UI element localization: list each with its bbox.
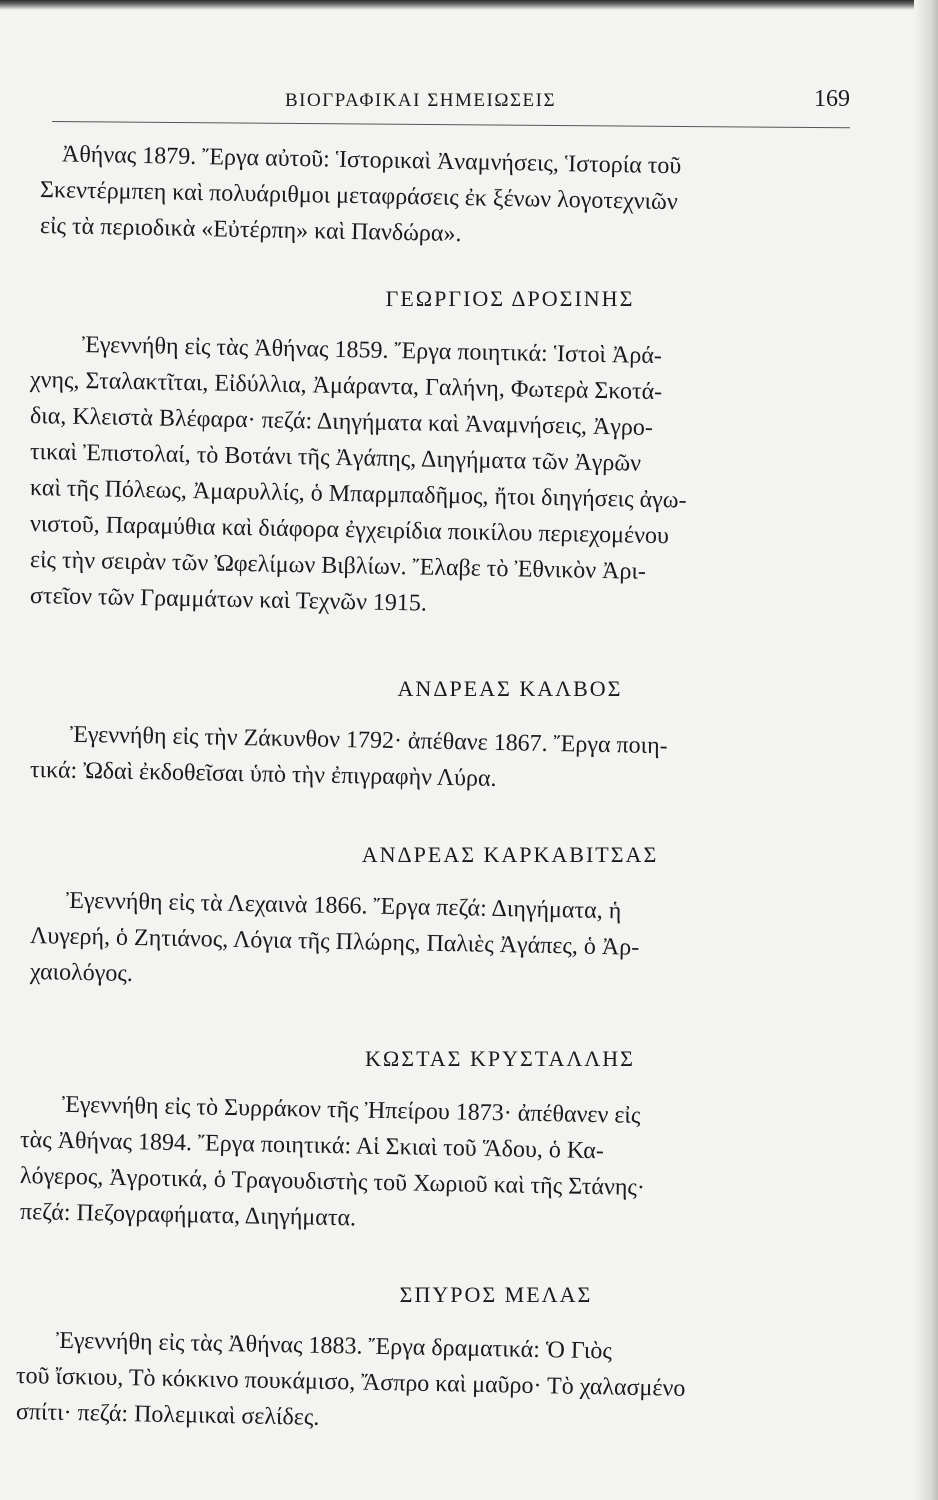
entry-krystallis	[20, 1046, 938, 1230]
text-line: Ἀθήνας 1879. Ἔργα αὐτοῦ: Ἱστορικαὶ Ἀναμνήσεις, Ἱστορία τοῦ	[61, 141, 682, 180]
text-line: νιστοῦ, Παραμύθια καὶ διάφορα ἐγχειρίδια ποικίλου περιεχομένου	[29, 511, 670, 550]
entry-karkavitsas	[30, 842, 938, 990]
entry-melas	[16, 1282, 938, 1430]
text-line: χνης, Σταλακτῖται, Εἰδύλλια, Ἀμάραντα, Γαλήνη, Φωτερὰ Σκοτά-	[29, 367, 663, 406]
entry-heading: ΑΝΔΡΕΑΣ ΚΑΛΒΟΣ	[397, 676, 623, 701]
text-line: Λυγερή, ὁ Ζητιάνος, Λόγια τῆς Πλώρης, Παλιὲς Ἀγάπες, ὁ Ἀρ-	[29, 923, 640, 961]
page-header	[60, 86, 850, 126]
text-line: δια, Κλειστὰ Βλέφαρα· πεζά: Διηγήματα καὶ Ἀναμνήσεις, Ἀγρο-	[29, 403, 654, 441]
entry-heading: ΓΕΩΡΓΙΟΣ ΔΡΟΣΙΝΗΣ	[385, 286, 635, 311]
text-line: Ἐγεννήθη εἰς τὴν Ζάκυνθον 1792· ἀπέθανε 1867. Ἔργα ποιη-	[69, 721, 668, 760]
text-line: τοῦ ἴσκιου, Τὸ κόκκινο πουκάμισο, Ἄσπρο καὶ μαῦρο· Τὸ χαλασμένο	[15, 1363, 686, 1402]
text-line: Ἐγεννήθη εἰς τὰς Ἀθήνας 1859. Ἔργα ποιητικά: Ἱστοὶ Ἀρά-	[81, 332, 663, 370]
entry-heading: ΣΠΥΡΟΣ ΜΕΛΑΣ	[399, 1282, 593, 1307]
text-line: λόγερος, Ἀγροτικά, ὁ Τραγουδιστὴς τοῦ Χωριοῦ καὶ τῆς Στάνης·	[19, 1163, 646, 1201]
text-line: καὶ τῆς Πόλεως, Ἀμαρυλλίς, ὁ Μπαρμπαδῆμος, ἤτοι διηγήσεις ἀγω-	[29, 475, 687, 514]
entry-kalvos	[29, 676, 938, 792]
text-line: Ἐγεννήθη εἰς τὰς Ἀθήνας 1883. Ἔργα δραματικά: Ὁ Γιὸς	[55, 1327, 613, 1365]
intro-paragraph	[39, 136, 938, 248]
text-line: τικά: Ὠδαὶ ἐκδοθεῖσαι ὑπὸ τὴν ἐπιγραφὴν Λύρα.	[29, 757, 497, 792]
text-line: Ἐγεννήθη εἰς τὸ Συρράκον τῆς Ἠπείρου 1873· ἀπέθανεν εἰς	[61, 1091, 641, 1129]
text-line: τικαὶ Ἐπιστολαί, τὸ Βοτάνι τῆς Ἀγάπης, Διηγήματα τῶν Ἀγρῶν	[29, 439, 642, 477]
entry-heading: ΚΩΣΤΑΣ ΚΡΥΣΤΑΛΛΗΣ	[365, 1046, 635, 1071]
text-line: πεζά: Πεζογραφήματα, Διηγήματα.	[19, 1199, 357, 1232]
text-line: εἰς τὰ περιοδικὰ «Εὐτέρπη» καὶ Πανδώρα».	[39, 213, 462, 248]
text-line: Ἐγεννήθη εἰς τὰ Λεχαινὰ 1866. Ἔργα πεζά: Διηγήματα, ἡ	[65, 887, 622, 925]
entry-drosinis	[29, 286, 938, 617]
text-line: σπίτι· πεζά: Πολεμικαὶ σελίδες.	[15, 1399, 320, 1431]
text-line: χαιολόγος.	[29, 959, 134, 987]
text-line: εἰς τὴν σειρὰν τῶν Ὠφελίμων Βιβλίων. Ἔλαβε τὸ Ἐθνικὸν Ἀρι-	[29, 547, 647, 585]
running-title: ΒΙΟΓΡΑΦΙΚΑΙ ΣΗΜΕΙΩΣΕΙΣ	[285, 90, 557, 111]
page-number: 169	[814, 86, 850, 112]
text-line: στεῖον τῶν Γραμμάτων καὶ Τεχνῶν 1915.	[29, 583, 428, 617]
text-line: τὰς Ἀθήνας 1894. Ἔργα ποιητικά: Αἱ Σκιαὶ τοῦ Ἅδου, ὁ Κα-	[19, 1127, 605, 1165]
entry-heading: ΑΝΔΡΕΑΣ ΚΑΡΚΑΒΙΤΣΑΣ	[361, 842, 659, 867]
text-line: Σκεντέρμπεη καὶ πολυάριθμοι μεταφράσεις ἐκ ξένων λογοτεχνιῶν	[39, 177, 678, 216]
